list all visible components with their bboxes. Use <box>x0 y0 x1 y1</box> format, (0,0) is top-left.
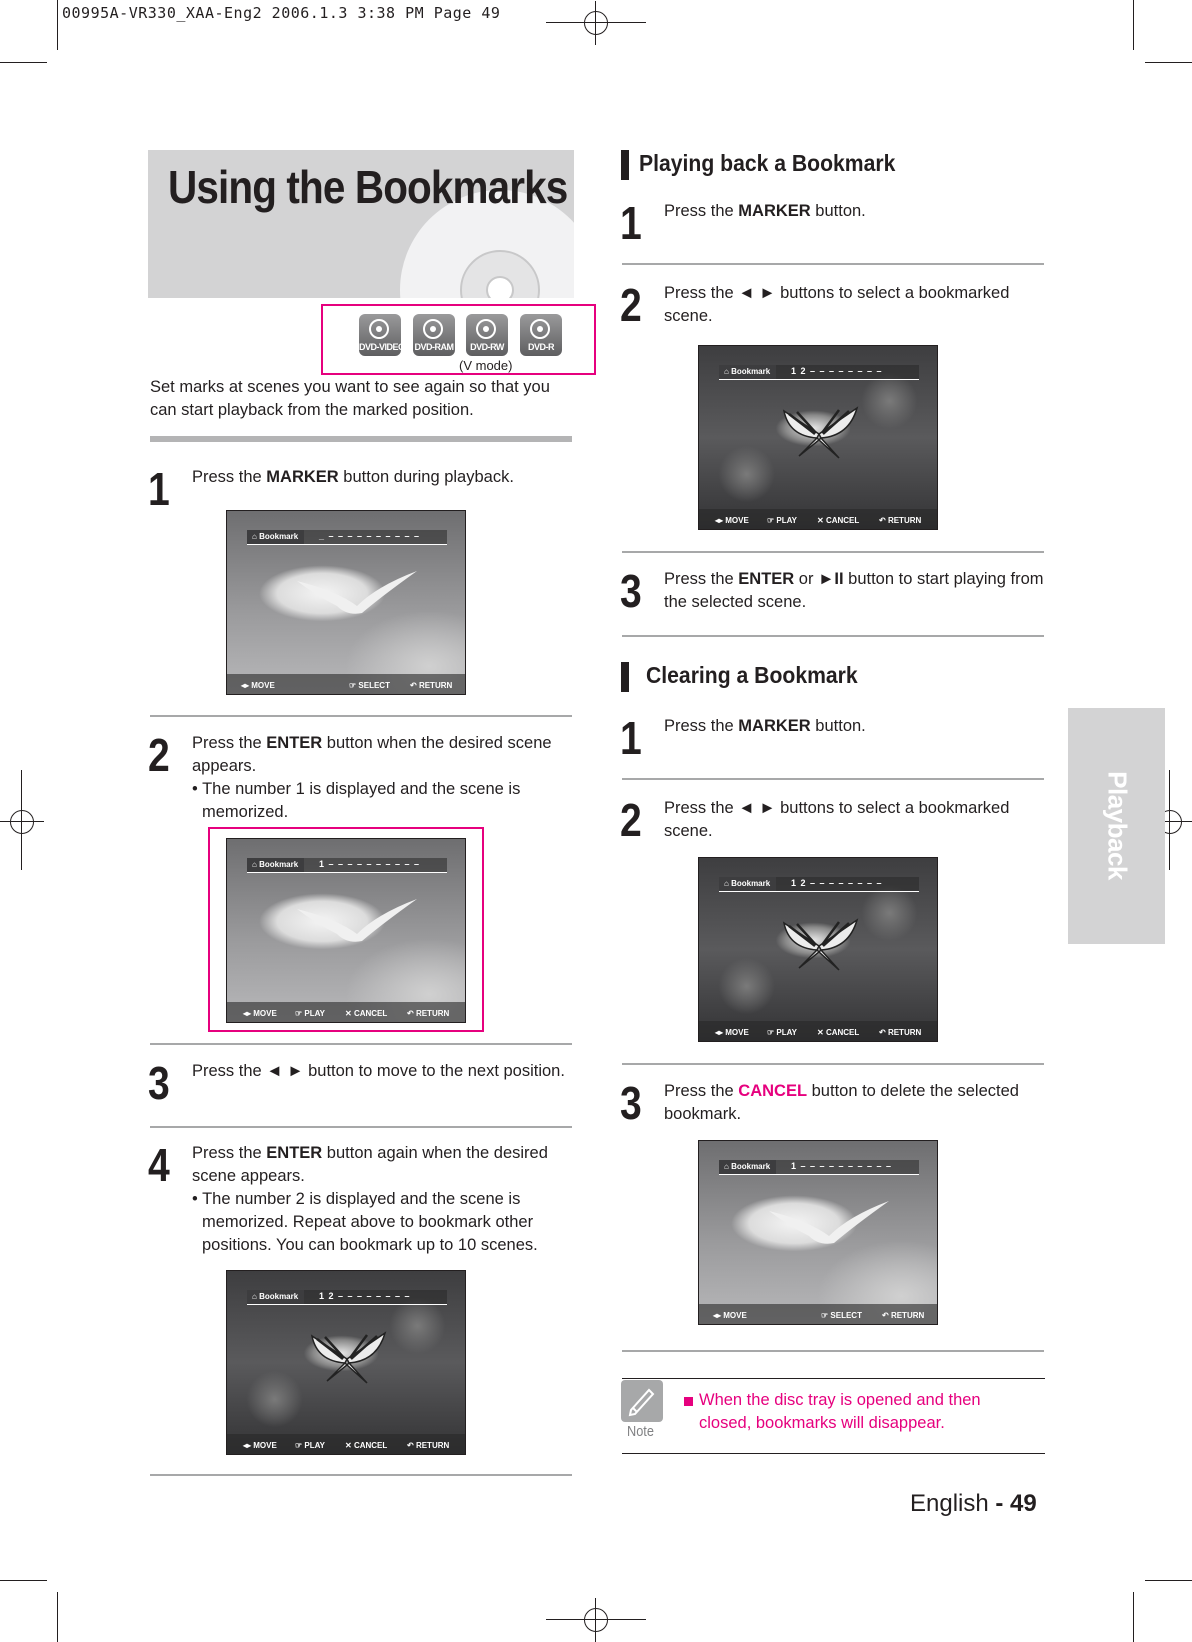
screen-select-bookmark <box>698 345 938 530</box>
step-number: 2 <box>620 794 642 846</box>
note-text: When the disc tray is opened and then closed, bookmarks will disappear. <box>699 1391 981 1432</box>
bookmark-label: ⌂ Bookmark <box>247 858 304 872</box>
return-hint: ↶ RETURN <box>879 516 922 525</box>
step-number: 4 <box>148 1139 170 1191</box>
bird-graphic <box>297 571 417 621</box>
step-text: Press the ENTER button again when the desired scene appears. <box>192 1144 548 1185</box>
step-text: Press the MARKER button during playback. <box>192 468 514 486</box>
bookmark-slots: 1 2 – – – – – – – – <box>319 1291 411 1301</box>
step-number: 3 <box>620 565 642 617</box>
butterfly-graphic <box>779 918 859 973</box>
step-text: Press the MARKER button. <box>664 717 866 735</box>
move-hint: ◂▸ MOVE <box>715 516 749 525</box>
bookmark-label: ⌂ Bookmark <box>247 1290 304 1304</box>
dvd-r-icon: DVD-R <box>520 314 562 356</box>
bookmark-slots: _ – – – – – – – – – – <box>319 531 421 541</box>
step-bullet: • The number 1 is displayed and the scene is memorized. <box>192 780 521 821</box>
return-hint: ↶ RETURN <box>879 1028 922 1037</box>
dvd-ram-icon: DVD-RAM <box>413 314 455 356</box>
note-pencil-icon <box>621 1380 663 1422</box>
play-hint: ☞ PLAY <box>295 1441 326 1450</box>
heading-bar <box>621 662 629 692</box>
crop-mark <box>1145 1580 1192 1581</box>
move-hint: ◂▸ MOVE <box>243 1441 277 1450</box>
move-hint: ◂▸ MOVE <box>713 1311 747 1320</box>
step-divider <box>622 1063 1044 1065</box>
step-number: 3 <box>148 1057 170 1109</box>
step-number: 1 <box>620 197 642 249</box>
return-hint: ↶ RETURN <box>407 1441 450 1450</box>
bookmark-label: ⌂ Bookmark <box>247 530 304 544</box>
screen-bookmark-cleared <box>698 1140 938 1325</box>
step-divider <box>150 1043 572 1045</box>
crop-mark <box>546 22 646 23</box>
cancel-hint: ✕ CANCEL <box>817 516 860 525</box>
screen-bookmark-one <box>226 838 466 1023</box>
cancel-hint: ✕ CANCEL <box>817 1028 860 1037</box>
registration-mark <box>574 1 618 45</box>
crop-mark <box>1169 770 1170 870</box>
crop-mark <box>1133 0 1134 50</box>
step-number: 2 <box>148 729 170 781</box>
section-divider <box>150 436 572 442</box>
step-number: 1 <box>620 712 642 764</box>
crop-mark <box>0 62 47 63</box>
step-text: Press the MARKER button. <box>664 202 866 220</box>
select-hint: ☞ SELECT <box>349 681 390 690</box>
bird-graphic <box>297 899 417 949</box>
cancel-hint: ✕ CANCEL <box>345 1441 388 1450</box>
note-top-rule <box>622 1378 1045 1379</box>
bird-graphic <box>769 1201 889 1251</box>
move-hint: ◂▸ MOVE <box>715 1028 749 1037</box>
play-hint: ☞ PLAY <box>767 1028 798 1037</box>
screen-select-bookmark-clear <box>698 857 938 1042</box>
step-bullet: • The number 2 is displayed and the scene is memorized. Repeat above to bookmark other positions. You can bookmark up to 10 scenes. <box>192 1190 538 1254</box>
step-number: 1 <box>148 463 170 515</box>
disc-mode-label: (V mode) <box>459 358 513 373</box>
bookmark-label: ⌂ Bookmark <box>719 877 776 891</box>
step-divider <box>150 1126 572 1128</box>
section-heading-playback: Playing back a Bookmark <box>639 150 896 176</box>
step-divider <box>622 778 1044 780</box>
screen-bookmark-empty <box>226 510 466 695</box>
print-slug: 00995A-VR330_XAA-Eng2 2006.1.3 3:38 PM Page 49 <box>62 4 501 22</box>
step-divider <box>622 1350 1044 1352</box>
registration-mark <box>574 1598 618 1642</box>
crop-mark <box>0 1580 47 1581</box>
heading-bar <box>621 150 629 180</box>
side-tab-label: Playback <box>1102 771 1133 880</box>
bookmark-slots: 1 2 – – – – – – – – <box>791 878 883 888</box>
move-hint: ◂▸ MOVE <box>243 1009 277 1018</box>
dvd-rw-icon: DVD-RW <box>466 314 508 356</box>
page-title: Using the Bookmarks <box>168 161 568 213</box>
step-text: Press the ◄ ► button to move to the next position. <box>192 1062 565 1080</box>
step-divider <box>150 715 572 717</box>
registration-mark <box>0 800 44 844</box>
step-text: Press the ◄ ► buttons to select a bookmarked scene. <box>664 799 1010 840</box>
step-text: Press the ENTER or ►II button to start playing from the selected scene. <box>664 570 1044 611</box>
step-number: 2 <box>620 279 642 331</box>
crop-mark <box>57 0 58 50</box>
bookmark-slots: 1 – – – – – – – – – – <box>319 859 421 869</box>
crop-mark <box>1133 1592 1134 1642</box>
play-hint: ☞ PLAY <box>767 516 798 525</box>
crop-mark <box>1145 62 1192 63</box>
crop-mark <box>57 1592 58 1642</box>
page-footer: English - 49 <box>910 1490 1037 1517</box>
section-end-rule <box>150 1474 572 1476</box>
screen-bookmark-two <box>226 1270 466 1455</box>
step-divider <box>622 635 1044 637</box>
return-hint: ↶ RETURN <box>882 1311 925 1320</box>
step-text: Press the ENTER button when the desired scene appears. <box>192 734 552 775</box>
crop-mark <box>21 770 22 870</box>
step-divider <box>622 551 1044 553</box>
return-hint: ↶ RETURN <box>410 681 453 690</box>
disc-type-box <box>321 304 596 375</box>
butterfly-graphic <box>307 1331 387 1386</box>
bookmark-slots: 1 2 – – – – – – – – <box>791 366 883 376</box>
note-bottom-rule <box>622 1453 1045 1454</box>
cancel-hint: ✕ CANCEL <box>345 1009 388 1018</box>
step-number: 3 <box>620 1077 642 1129</box>
dvd-video-icon: DVD-VIDEO <box>359 314 401 356</box>
move-hint: ◂▸ MOVE <box>241 681 275 690</box>
bookmark-slots: 1 – – – – – – – – – – <box>791 1161 893 1171</box>
step-text: Press the CANCEL button to delete the selected bookmark. <box>664 1082 1019 1123</box>
note-label: Note <box>627 1423 654 1440</box>
butterfly-graphic <box>779 406 859 461</box>
step-text: Press the ◄ ► buttons to select a bookmarked scene. <box>664 284 1010 325</box>
section-heading-clearing: Clearing a Bookmark <box>646 662 858 688</box>
play-hint: ☞ PLAY <box>295 1009 326 1018</box>
step-divider <box>622 263 1044 265</box>
select-hint: ☞ SELECT <box>821 1311 862 1320</box>
return-hint: ↶ RETURN <box>407 1009 450 1018</box>
bookmark-label: ⌂ Bookmark <box>719 365 776 379</box>
bookmark-label: ⌂ Bookmark <box>719 1160 776 1174</box>
intro-text: Set marks at scenes you want to see again so that you can start playback from the marked position. <box>150 378 550 419</box>
crop-mark <box>546 1619 646 1620</box>
